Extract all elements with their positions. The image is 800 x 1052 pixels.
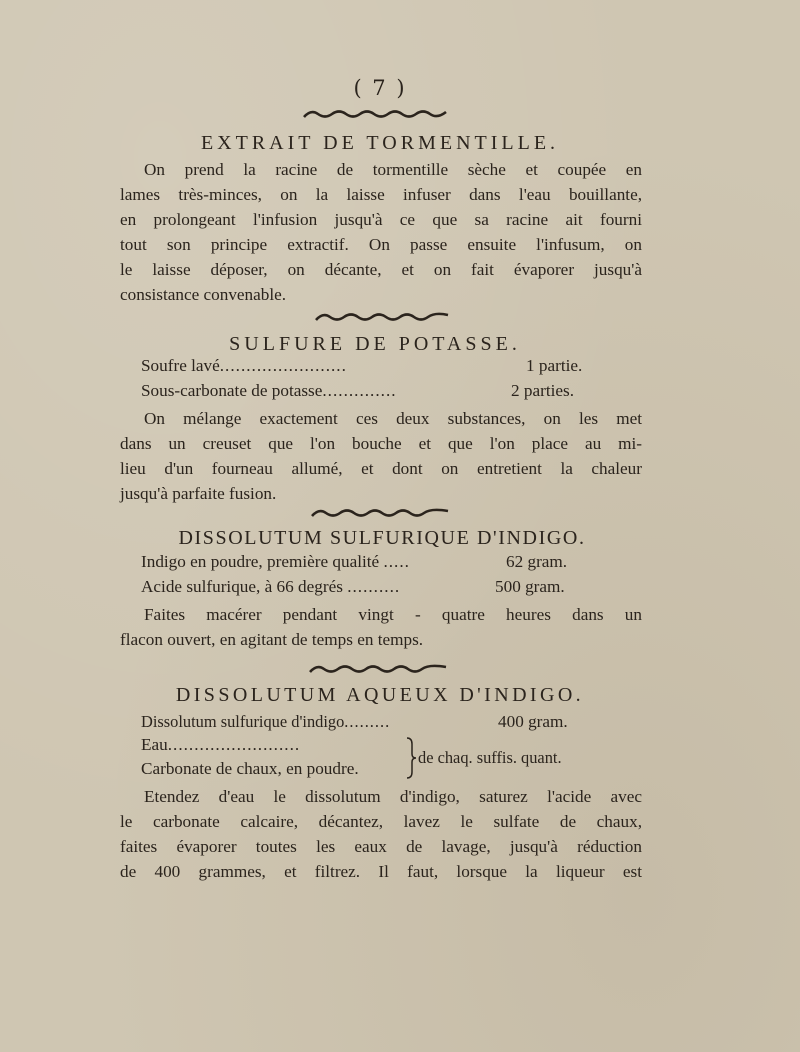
- text-line: flacon ouvert, en agitant de temps en temps.: [120, 630, 424, 650]
- paragraph-sulfure: [120, 406, 642, 506]
- ingredient-quantity: 400 gram.: [498, 712, 568, 731]
- ingredient-quantity: 1 partie.: [526, 356, 583, 375]
- section-heading-sulfure: SULFURE DE POTASSE.: [229, 333, 521, 355]
- ornamental-rule: [308, 663, 448, 675]
- leader-dots: .........................: [167, 735, 301, 754]
- ornamental-rule: [314, 311, 450, 323]
- leader-dots: .........: [344, 712, 391, 731]
- ingredient-line: [141, 712, 390, 732]
- ingredient-name: Indigo en poudre, première qualité: [141, 552, 380, 571]
- ingredient-name: Sous-carbonate de potasse: [141, 381, 323, 400]
- ingredient-line: [141, 759, 359, 779]
- brace-icon: [404, 736, 418, 780]
- text-line: Faites macérer pendant vingt - quatre heures dans un: [144, 605, 642, 624]
- paragraph-sulfurique: [120, 602, 642, 652]
- text-line: consistance convenable.: [120, 285, 287, 305]
- leader-dots: .....: [383, 552, 410, 571]
- text-line: le laisse déposer, on décante, et on fait évaporer jusqu'à: [120, 260, 642, 280]
- ornamental-rule: [302, 108, 448, 120]
- leader-dots: ........................: [219, 356, 347, 375]
- ingredient-name: Dissolutum sulfurique d'indigo: [141, 712, 345, 731]
- text-line: On prend la racine de tormentille sèche et coupée en: [144, 160, 642, 179]
- ingredient-quantity: 62 gram.: [506, 552, 568, 571]
- ingredient-quantity: 500 gram.: [495, 577, 565, 596]
- text-line: en prolongeant l'infusion jusqu'à ce que sa racine ait fourni: [120, 210, 642, 230]
- leader-dots: ..........: [347, 577, 401, 596]
- brace-note: de chaq. suffis. quant.: [418, 748, 562, 767]
- text-line: On mélange exactement ces deux substances, on les met: [144, 409, 642, 428]
- ingredient-name: Carbonate de chaux, en poudre.: [141, 759, 359, 778]
- text-line: lames très-minces, on la laisse infuser dans l'eau bouillante,: [120, 185, 642, 205]
- text-line: lieu d'un fourneau allumé, et dont on entretient la chaleur: [120, 459, 642, 479]
- ingredient-line: [141, 356, 347, 376]
- text-line: jusqu'à parfaite fusion.: [120, 484, 277, 504]
- ingredient-name: Eau: [141, 735, 168, 754]
- paragraph-tormentille: [120, 157, 642, 308]
- ingredient-line: [141, 552, 410, 572]
- section-heading-sulfurique: DISSOLUTUM SULFURIQUE D'INDIGO.: [178, 527, 586, 549]
- ornamental-rule: [310, 507, 450, 519]
- ingredient-line: [141, 577, 400, 597]
- paragraph-aqueux: [120, 784, 642, 884]
- section-heading-aqueux: DISSOLUTUM AQUEUX D'INDIGO.: [175, 684, 585, 706]
- ingredient-line: [141, 735, 300, 755]
- text-line: tout son principe extractif. On passe ensuite l'infusum, on: [120, 235, 642, 255]
- page-number: ( 7 ): [353, 76, 407, 100]
- text-line: de 400 grammes, et filtrez. Il faut, lorsque la liqueur est: [120, 862, 642, 882]
- text-line: le carbonate calcaire, décantez, lavez le sulfate de chaux,: [120, 812, 642, 832]
- ingredient-name: Soufre lavé: [141, 356, 220, 375]
- text-line: faites évaporer toutes les eaux de lavage, jusqu'à réduction: [120, 837, 642, 857]
- ingredient-name: Acide sulfurique, à 66 degrés: [141, 577, 343, 596]
- section-heading-tormentille: EXTRAIT DE TORMENTILLE.: [200, 132, 560, 154]
- text-line: Etendez d'eau le dissolutum d'indigo, saturez l'acide avec: [144, 787, 642, 806]
- ingredient-line: [141, 381, 397, 401]
- ingredient-quantity: 2 parties.: [511, 381, 575, 400]
- text-line: dans un creuset que l'on bouche et que l'on place au mi-: [120, 434, 642, 454]
- leader-dots: ..............: [322, 381, 397, 400]
